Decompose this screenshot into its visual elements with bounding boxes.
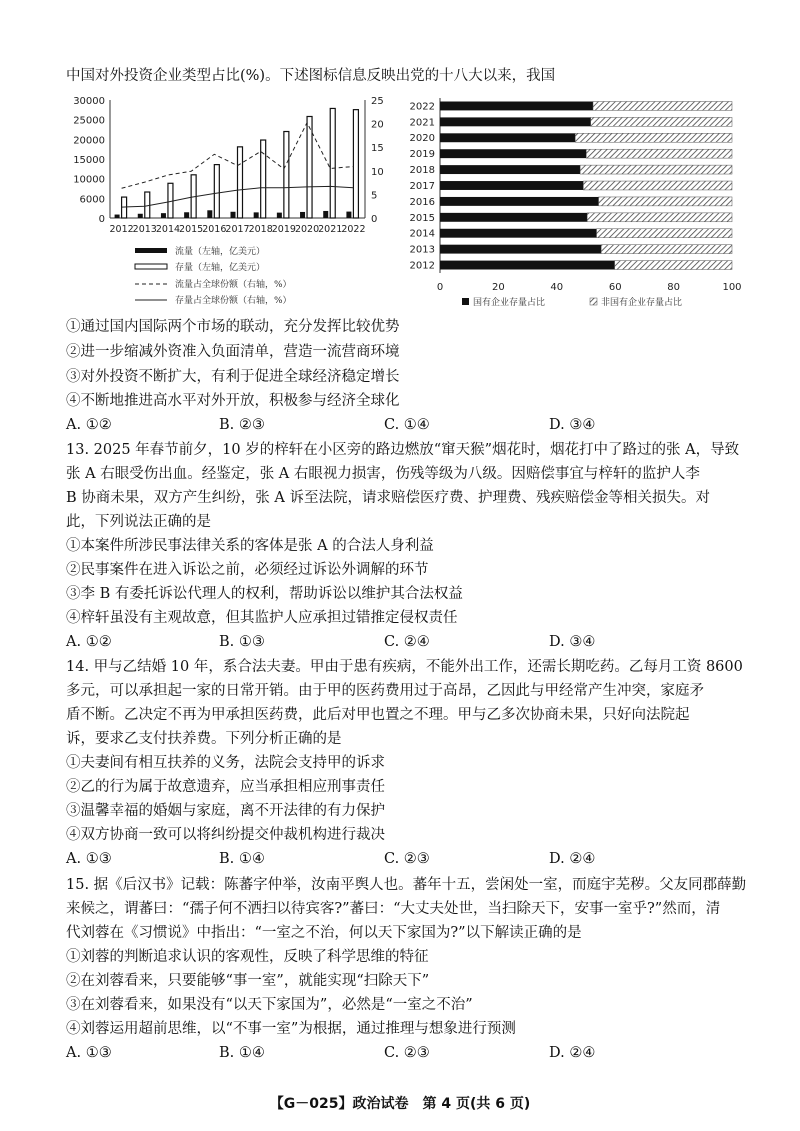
q14-stem: 诉，要求乙支付扶养费。下列分析正确的是 [66, 731, 342, 747]
legend-soe-label: 国有企业存量占比 [473, 298, 546, 308]
non-soe-bar [593, 102, 732, 111]
flow-bar [207, 210, 212, 218]
q15-item: ③在刘蓉看来，如果没有“以天下家国为”，必然是“一室之不治” [66, 997, 473, 1013]
q13-item: ④梓轩虽没有主观故意，但其监护人应承担过错推定侵权责任 [66, 610, 458, 626]
option-b[interactable]: B. ①④ [219, 1045, 265, 1061]
flow-bar [323, 211, 328, 218]
x-tick-label: 2022 [341, 224, 366, 235]
x-tick-label: 2014 [155, 224, 181, 235]
right-tick-label: 10 [371, 166, 384, 178]
option-c[interactable]: C. ②③ [384, 1045, 430, 1061]
stock-bar [330, 108, 335, 218]
q13-item: ③李 B 有委托诉讼代理人的权利，帮助诉讼以维护其合法权益 [66, 586, 463, 602]
x-tick-label: 100 [722, 282, 742, 293]
flow-bar [184, 212, 189, 218]
x-tick-label: 2018 [248, 224, 273, 235]
investment-flow-stock-chart [55, 90, 395, 330]
y-tick-label: 2021 [409, 117, 435, 129]
q14-stem: 多元，可以承担起一家的日常开销。由于甲的医药费用过于高昂，乙因此与甲经常产生冲突，家庭矛 [66, 683, 704, 699]
flow-bar [231, 212, 236, 218]
right-tick-label: 20 [371, 119, 384, 131]
legend-flow-share-label: 流量占全球份额（右轴，%） [175, 280, 292, 290]
option-a[interactable]: A. ①③ [66, 1045, 112, 1061]
q13-stem: 张 A 右眼受伤出血。经鉴定，张 A 右眼视力损害，伤残等级为八级。因赔偿事宜与梓轩的监护人李 [66, 466, 700, 482]
legend-stock-swatch [135, 264, 167, 269]
left-tick-label: 15000 [73, 155, 105, 166]
soe-bar [440, 102, 593, 111]
x-tick-label: 80 [667, 282, 680, 293]
stock-bar [214, 165, 219, 218]
intro-text: 中国对外投资企业类型占比(%)。下述图标信息反映出党的十八大以来，我国 [66, 68, 556, 84]
y-tick-label: 2015 [409, 212, 435, 224]
legend-flow-swatch [135, 248, 167, 253]
q15-item: ②在刘蓉看来，只要能够“事一室”，就能实现“扫除天下” [66, 973, 430, 989]
soe-bar [440, 197, 599, 206]
right-tick-label: 5 [371, 190, 378, 202]
y-tick-label: 2019 [409, 149, 435, 161]
non-soe-bar [599, 197, 732, 206]
q12-item: ①通过国内国际两个市场的联动，充分发挥比较优势 [66, 319, 400, 335]
soe-bar [440, 261, 615, 270]
legend-non-soe-label: 非国有企业存量占比 [601, 298, 683, 308]
q14-item: ②乙的行为属于故意遗弃，应当承担相应刑事责任 [66, 779, 385, 795]
option-b[interactable]: B. ②③ [219, 417, 265, 433]
stock-bar [284, 132, 289, 218]
soe-bar [440, 165, 580, 174]
enterprise-type-share-chart [400, 90, 745, 325]
option-d[interactable]: D. ②④ [549, 1045, 596, 1061]
left-tick-label: 20000 [73, 135, 105, 147]
q15-stem: 来候之，谓蕃曰：“孺子何不洒扫以待宾客?”蕃曰：“大丈夫处世，当扫除天下，安事一室乎?”然而，清 [66, 901, 721, 917]
flow-bar [300, 212, 305, 218]
x-tick-label: 60 [608, 282, 622, 293]
y-tick-label: 2013 [409, 244, 435, 256]
q13-item: ①本案件所涉民事法律关系的客体是张 A 的合法人身利益 [66, 538, 434, 554]
x-tick-label: 40 [550, 282, 564, 293]
x-tick-label: 0 [436, 282, 444, 293]
q15-item: ④刘蓉运用超前思维，以“不事一室”为根据，通过推理与想象进行预测 [66, 1021, 516, 1037]
non-soe-bar [597, 229, 732, 238]
soe-bar [440, 117, 591, 126]
page-footer: 【G－025】政治试卷 第 4 页(共 6 页) [269, 1096, 531, 1112]
flow-bar [161, 213, 166, 218]
option-b[interactable]: B. ①④ [219, 851, 265, 867]
left-tick-label: 0 [98, 214, 105, 225]
q13-stem: B 协商未果，双方产生纠纷，张 A 诉至法院，请求赔偿医疗费、护理费、残疾赔偿金等相关损失。对 [66, 490, 710, 506]
flow-bar [254, 212, 259, 218]
y-tick-label: 2020 [409, 133, 435, 145]
non-soe-bar [601, 245, 732, 254]
stock-bar [307, 116, 312, 218]
soe-bar [440, 133, 575, 142]
stock-bar [353, 110, 358, 218]
non-soe-bar [586, 149, 732, 158]
q13-stem: 此，下列说法正确的是 [66, 514, 211, 530]
x-tick-label: 2015 [179, 224, 204, 235]
flow-bar [115, 215, 120, 218]
non-soe-bar [575, 133, 732, 142]
option-a[interactable]: A. ①③ [66, 851, 112, 867]
y-tick-label: 2022 [409, 101, 435, 113]
q14-stem: 盾不断。乙决定不再为甲承担医药费，此后对甲也置之不理。甲与乙多次协商未果，只好向法院起 [66, 707, 690, 723]
left-tick-label: 6000 [79, 194, 105, 206]
option-c[interactable]: C. ②③ [384, 851, 430, 867]
q15-stem: 代刘蓉在《习惯说》中指出：“一室之不治，何以天下家国为?”以下解读正确的是 [66, 925, 582, 941]
non-soe-bar [615, 261, 732, 270]
x-tick-label: 2021 [318, 224, 343, 235]
right-tick-label: 25 [371, 96, 384, 107]
left-tick-label: 10000 [73, 174, 105, 186]
non-soe-bar [583, 181, 732, 190]
legend-flow-label: 流量（左轴，亿美元） [175, 247, 266, 257]
non-soe-bar [587, 213, 732, 222]
left-tick-label: 30000 [73, 96, 105, 107]
soe-bar [440, 213, 587, 222]
x-tick-label: 2012 [109, 224, 134, 235]
q14-item: ④双方协商一致可以将纠纷提交仲裁机构进行裁决 [66, 827, 385, 843]
option-d[interactable]: D. ②④ [549, 851, 596, 867]
option-d[interactable]: D. ③④ [549, 634, 596, 650]
soe-bar [440, 245, 601, 254]
y-tick-label: 2014 [409, 228, 435, 240]
left-tick-label: 25000 [73, 115, 105, 127]
q12-item: ③对外投资不断扩大，有利于促进全球经济稳定增长 [66, 369, 400, 385]
option-a[interactable]: A. ①② [66, 634, 112, 650]
flow-bar [277, 213, 282, 218]
soe-bar [440, 229, 597, 238]
q14-item: ③温馨幸福的婚姻与家庭，离不开法律的有力保护 [66, 803, 385, 819]
x-tick-label: 2019 [271, 224, 296, 235]
q12-item: ②进一步缩减外资准入负面清单，营造一流营商环境 [66, 344, 400, 360]
right-tick-label: 15 [371, 143, 384, 155]
right-tick-label: 0 [371, 214, 378, 225]
y-tick-label: 2017 [409, 180, 435, 192]
legend-non-soe-swatch [590, 298, 597, 305]
x-tick-label: 2017 [225, 224, 250, 235]
q14-stem: 14. 甲与乙结婚 10 年，系合法夫妻。甲由于患有疾病，不能外出工作，还需长期吃药。乙每月工资 8600 [66, 659, 743, 675]
x-tick-label: 20 [492, 282, 505, 293]
legend-stock-label: 存量（左轴，亿美元） [175, 263, 266, 273]
soe-bar [440, 149, 586, 158]
legend-stock-share-label: 存量占全球份额（右轴，%） [175, 296, 292, 306]
y-tick-label: 2018 [409, 165, 435, 177]
flow-bar [138, 214, 143, 218]
non-soe-bar [580, 165, 732, 174]
y-tick-label: 2012 [409, 260, 435, 272]
non-soe-bar [591, 117, 732, 126]
stock-bar [238, 147, 243, 218]
q15-stem: 15. 据《后汉书》记载：陈蕃字仲举，汝南平舆人也。蕃年十五，尝闲处一室，而庭宇芜秽。父友同郡薛勤 [66, 877, 747, 893]
option-c[interactable]: C. ②④ [384, 634, 430, 650]
legend-soe-swatch [462, 298, 469, 305]
option-b[interactable]: B. ①③ [219, 634, 265, 650]
x-tick-label: 2013 [132, 224, 157, 235]
soe-bar [440, 181, 583, 190]
x-tick-label: 2020 [294, 224, 320, 235]
y-tick-label: 2016 [409, 196, 435, 208]
q12-item: ④不断地推进高水平对外开放，积极参与经济全球化 [66, 393, 400, 409]
x-tick-label: 2016 [202, 224, 227, 235]
flow-bar [346, 212, 351, 218]
q14-item: ①夫妻间有相互扶养的义务，法院会支持甲的诉求 [66, 755, 385, 771]
q13-item: ②民事案件在进入诉讼之前，必须经过诉讼外调解的环节 [66, 562, 429, 578]
option-a[interactable]: A. ①② [66, 417, 112, 433]
option-c[interactable]: C. ①④ [384, 417, 430, 433]
q15-item: ①刘蓉的判断追求认识的客观性，反映了科学思维的特征 [66, 949, 429, 965]
option-d[interactable]: D. ③④ [549, 417, 596, 433]
q13-stem: 13. 2025 年春节前夕，10 岁的梓轩在小区旁的路边燃放“窜天猴”烟花时，烟花打中了路过的张 A，导致 [66, 442, 740, 458]
